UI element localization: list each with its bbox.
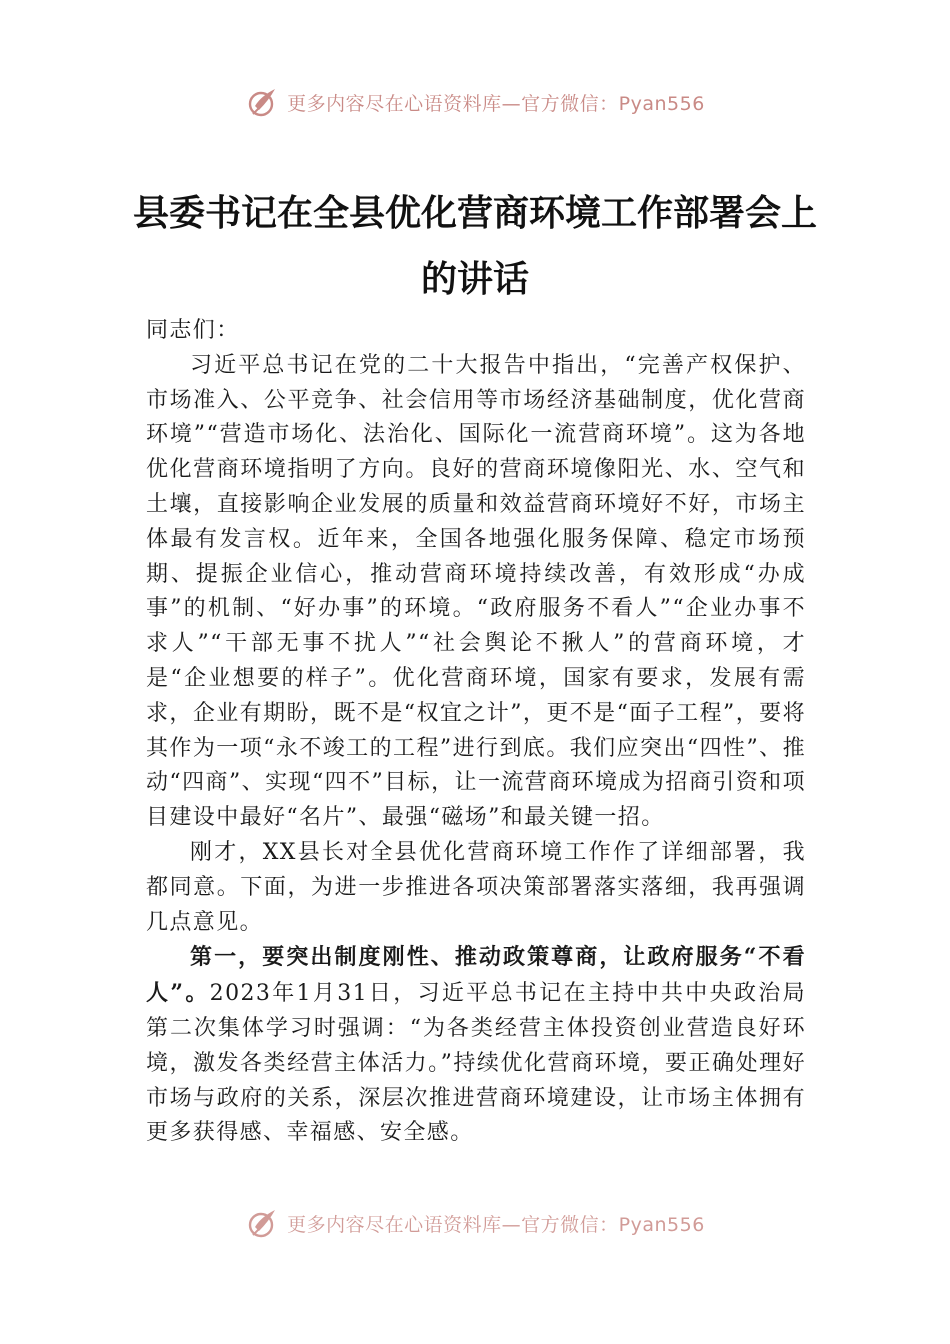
section-1-heading: 第一，要突出制度刚性、推动政策尊商，让政府服务“不看人”。 — [146, 944, 806, 1007]
pen-quill-icon — [245, 84, 281, 120]
watermark-header — [0, 82, 950, 122]
paragraph-intro: 习近平总书记在党的二十大报告中指出，“完善产权保护、市场准入、公平竞争、社会信用等市场经济基础制度，优化营商环境”“营造市场化、法治化、国际化一流营商环境”。这为各地优化营商环境指明了方向。良好的营商环境像阳光、水、空气和土壤，直接影响企业发展的质量和效益营商环境好不好，市场主体最有发言权。近年来，全国各地强化服务保障、稳定市场预期、提振企业信心，推动营商环境持续改善，有效形成“办成事”的机制、“好办事”的环境。“政府服务不看人”“企业办事不求人”“干部无事不扰人”“社会舆论不揪人”的营商环境，才是“企业想要的样子”。优化营商环境，国家有要求，发展有需求，企业有期盼，既不是“权宜之计”，更不是“面子工程”，要将其作为一项“永不竣工的工程”进行到底。我们应突出“四性”、推动“四商”、实现“四不”目标，让一流营商环境成为招商引资和项目建设中最好“名片”、最强“磁场”和最关键一招。 — [146, 352, 806, 831]
pen-quill-icon — [245, 1205, 281, 1241]
section-1-text: 2023年1月31日，习近平总书记在主持中共中央政治局第二次集体学习时强调：“为各类经营主体投资创业营造良好环境，激发各类经营主体活力。”持续优化营商环境，要正确处理好市场与政府的关系，深层次推进营商环境建设，让市场主体拥有更多获得感、幸福感、安全感。 — [146, 981, 807, 1146]
section-1 — [146, 940, 806, 1151]
paragraph-transition: 刚才，XX县长对全县优化营商环境工作作了详细部署，我都同意。下面，为进一步推进各项决策部署落实落细，我再强调几点意见。 — [146, 839, 806, 935]
document-title: 县委书记在全县优化营商环境工作部署会上的讲话 — [132, 192, 817, 300]
watermark-text: 更多内容尽在心语资料库—官方微信：Pyan556 — [287, 92, 705, 115]
watermark-text: 更多内容尽在心语资料库—官方微信：Pyan556 — [287, 1213, 705, 1236]
document-body — [146, 314, 806, 1151]
watermark-footer — [0, 1203, 950, 1243]
salutation: 同志们： — [146, 318, 240, 343]
